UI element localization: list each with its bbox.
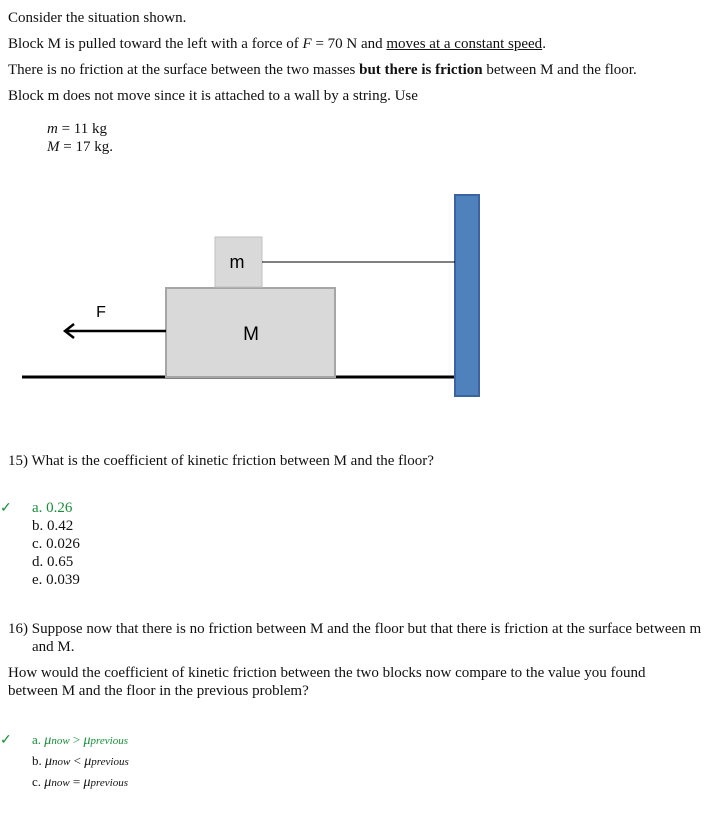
M-variable: M xyxy=(47,139,60,155)
option-letter: a. xyxy=(32,732,42,747)
question-16-followup: How would the coefficient of kinetic friction between the two blocks now compare to the value you found between M and the floor in the previous problem? xyxy=(8,665,646,699)
given-m xyxy=(47,120,107,138)
given-M xyxy=(47,138,113,156)
intro-line-2-text: Block M is pulled toward the left with a force of xyxy=(8,36,303,52)
label-m: m xyxy=(229,252,245,272)
option-c[interactable] xyxy=(32,772,129,793)
mu-symbol: μ xyxy=(44,775,52,790)
intro-line-2 xyxy=(8,34,546,54)
intro-line-3-end: between M and the floor. xyxy=(482,62,637,78)
label-M: M xyxy=(243,324,259,345)
mu-symbol: μ xyxy=(83,775,91,790)
intro-line-1: Consider the situation shown. xyxy=(8,10,187,26)
question-16-prompt: 16) Suppose now that there is no friction between M and the floor but that there is friction at the surface between m and M. xyxy=(8,621,702,655)
intro-line-4: Block m does not move since it is attached to a wall by a string. Use xyxy=(8,88,418,104)
comparison-operator: = xyxy=(72,774,81,789)
wall xyxy=(455,195,479,396)
comparison-operator: < xyxy=(73,753,81,768)
mu-symbol: μ xyxy=(45,754,53,769)
mu-symbol: μ xyxy=(44,733,52,748)
mu-symbol: μ xyxy=(84,754,92,769)
subscript-now: now xyxy=(51,735,70,747)
m-variable: m xyxy=(47,121,58,137)
intro-line-2-end: . xyxy=(542,36,546,52)
option-letter: b. xyxy=(32,753,42,768)
option-c[interactable]: c. 0.026 xyxy=(32,536,80,552)
checkmark-icon: ✓ xyxy=(0,733,12,748)
subscript-now: now xyxy=(52,756,71,768)
option-a[interactable]: a. 0.26 xyxy=(32,500,73,516)
question-16-options xyxy=(32,730,129,793)
question-15-options xyxy=(32,499,80,589)
option-b[interactable]: b. 0.42 xyxy=(32,518,74,534)
option-b[interactable] xyxy=(32,751,129,772)
option-d[interactable]: d. 0.65 xyxy=(32,554,74,570)
question-15-prompt: 15) What is the coefficient of kinetic friction between M and the floor? xyxy=(8,453,434,469)
option-e[interactable]: e. 0.039 xyxy=(32,572,80,588)
m-value: = 11 kg xyxy=(57,121,107,137)
mu-symbol: μ xyxy=(83,733,91,748)
option-a[interactable] xyxy=(32,730,129,751)
constant-speed-text: moves at a constant speed xyxy=(386,36,543,52)
M-value: = 17 kg. xyxy=(59,139,113,155)
comparison-operator: > xyxy=(72,732,81,747)
friction-emphasis: but there is friction xyxy=(359,62,483,78)
subscript-previous: previous xyxy=(90,777,129,789)
subscript-previous: previous xyxy=(91,756,129,768)
label-F: F xyxy=(96,304,106,321)
intro-line-3-text: There is no friction at the surface between the two masses xyxy=(8,62,360,78)
subscript-previous: previous xyxy=(90,735,129,747)
physics-diagram xyxy=(0,180,714,410)
force-variable: F xyxy=(302,36,312,52)
option-letter: c. xyxy=(32,774,42,789)
checkmark-icon: ✓ xyxy=(0,501,12,516)
intro-line-3 xyxy=(8,60,637,80)
subscript-now: now xyxy=(51,777,70,789)
force-value: = 70 N and xyxy=(311,36,387,52)
